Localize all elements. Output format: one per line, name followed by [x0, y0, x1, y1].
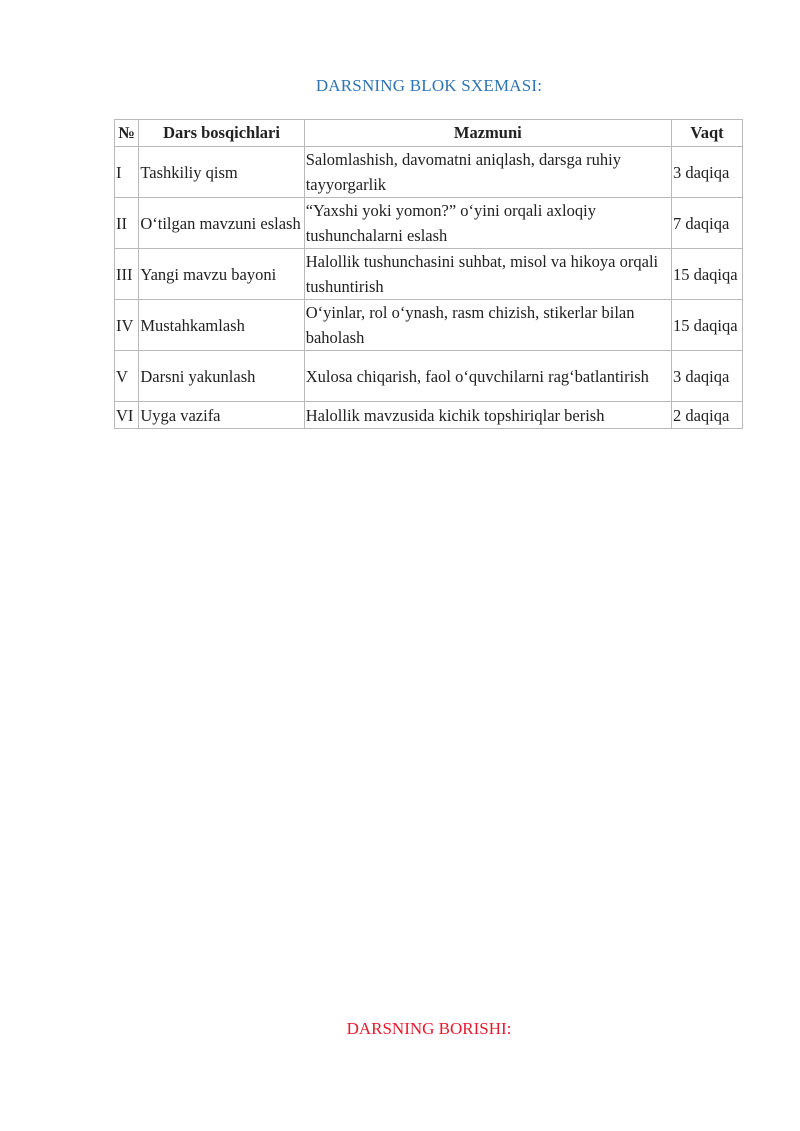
row-content: Halollik tushunchasini suhbat, misol va hikoya orqali tushuntirish: [304, 249, 671, 300]
row-stage: Uyga vazifa: [139, 402, 304, 429]
row-content: Xulosa chiqarish, faol o‘quvchilarni rag‘batlantirish: [304, 351, 671, 402]
row-number: IV: [115, 300, 139, 351]
row-content: “Yaxshi yoki yomon?” o‘yini orqali axloqiy tushunchalarni eslash: [304, 198, 671, 249]
row-stage: Mustahkamlash: [139, 300, 304, 351]
table-row: [115, 300, 743, 351]
table-row: [115, 198, 743, 249]
lesson-block-table: [114, 119, 743, 429]
column-header-time: Vaqt: [671, 120, 742, 147]
column-header-number: №: [115, 120, 139, 147]
row-stage: Yangi mavzu bayoni: [139, 249, 304, 300]
row-time: 15 daqiqa: [671, 300, 742, 351]
table-row: [115, 402, 743, 429]
row-time: 15 daqiqa: [671, 249, 742, 300]
column-header-stage: Dars bosqichlari: [139, 120, 304, 147]
row-stage: O‘tilgan mavzuni eslash: [139, 198, 304, 249]
page-title: DARSNING BLOK SXEMASI:: [315, 76, 543, 95]
table-row: [115, 351, 743, 402]
table-row: [115, 249, 743, 300]
section-title: DARSNING BORISHI:: [346, 1019, 512, 1038]
table-row: [115, 147, 743, 198]
row-number: III: [115, 249, 139, 300]
row-stage: Darsni yakunlash: [139, 351, 304, 402]
row-content: O‘yinlar, rol o‘ynash, rasm chizish, stikerlar bilan baholash: [304, 300, 671, 351]
row-number: I: [115, 147, 139, 198]
row-content: Salomlashish, davomatni aniqlash, darsga ruhiy tayyorgarlik: [304, 147, 671, 198]
row-time: 3 daqiqa: [671, 147, 742, 198]
row-time: 2 daqiqa: [671, 402, 742, 429]
row-number: V: [115, 351, 139, 402]
row-number: II: [115, 198, 139, 249]
row-time: 3 daqiqa: [671, 351, 742, 402]
row-stage: Tashkiliy qism: [139, 147, 304, 198]
table-header-row: [115, 120, 743, 147]
row-content: Halollik mavzusida kichik topshiriqlar berish: [304, 402, 671, 429]
row-number: VI: [115, 402, 139, 429]
column-header-content: Mazmuni: [304, 120, 671, 147]
row-time: 7 daqiqa: [671, 198, 742, 249]
